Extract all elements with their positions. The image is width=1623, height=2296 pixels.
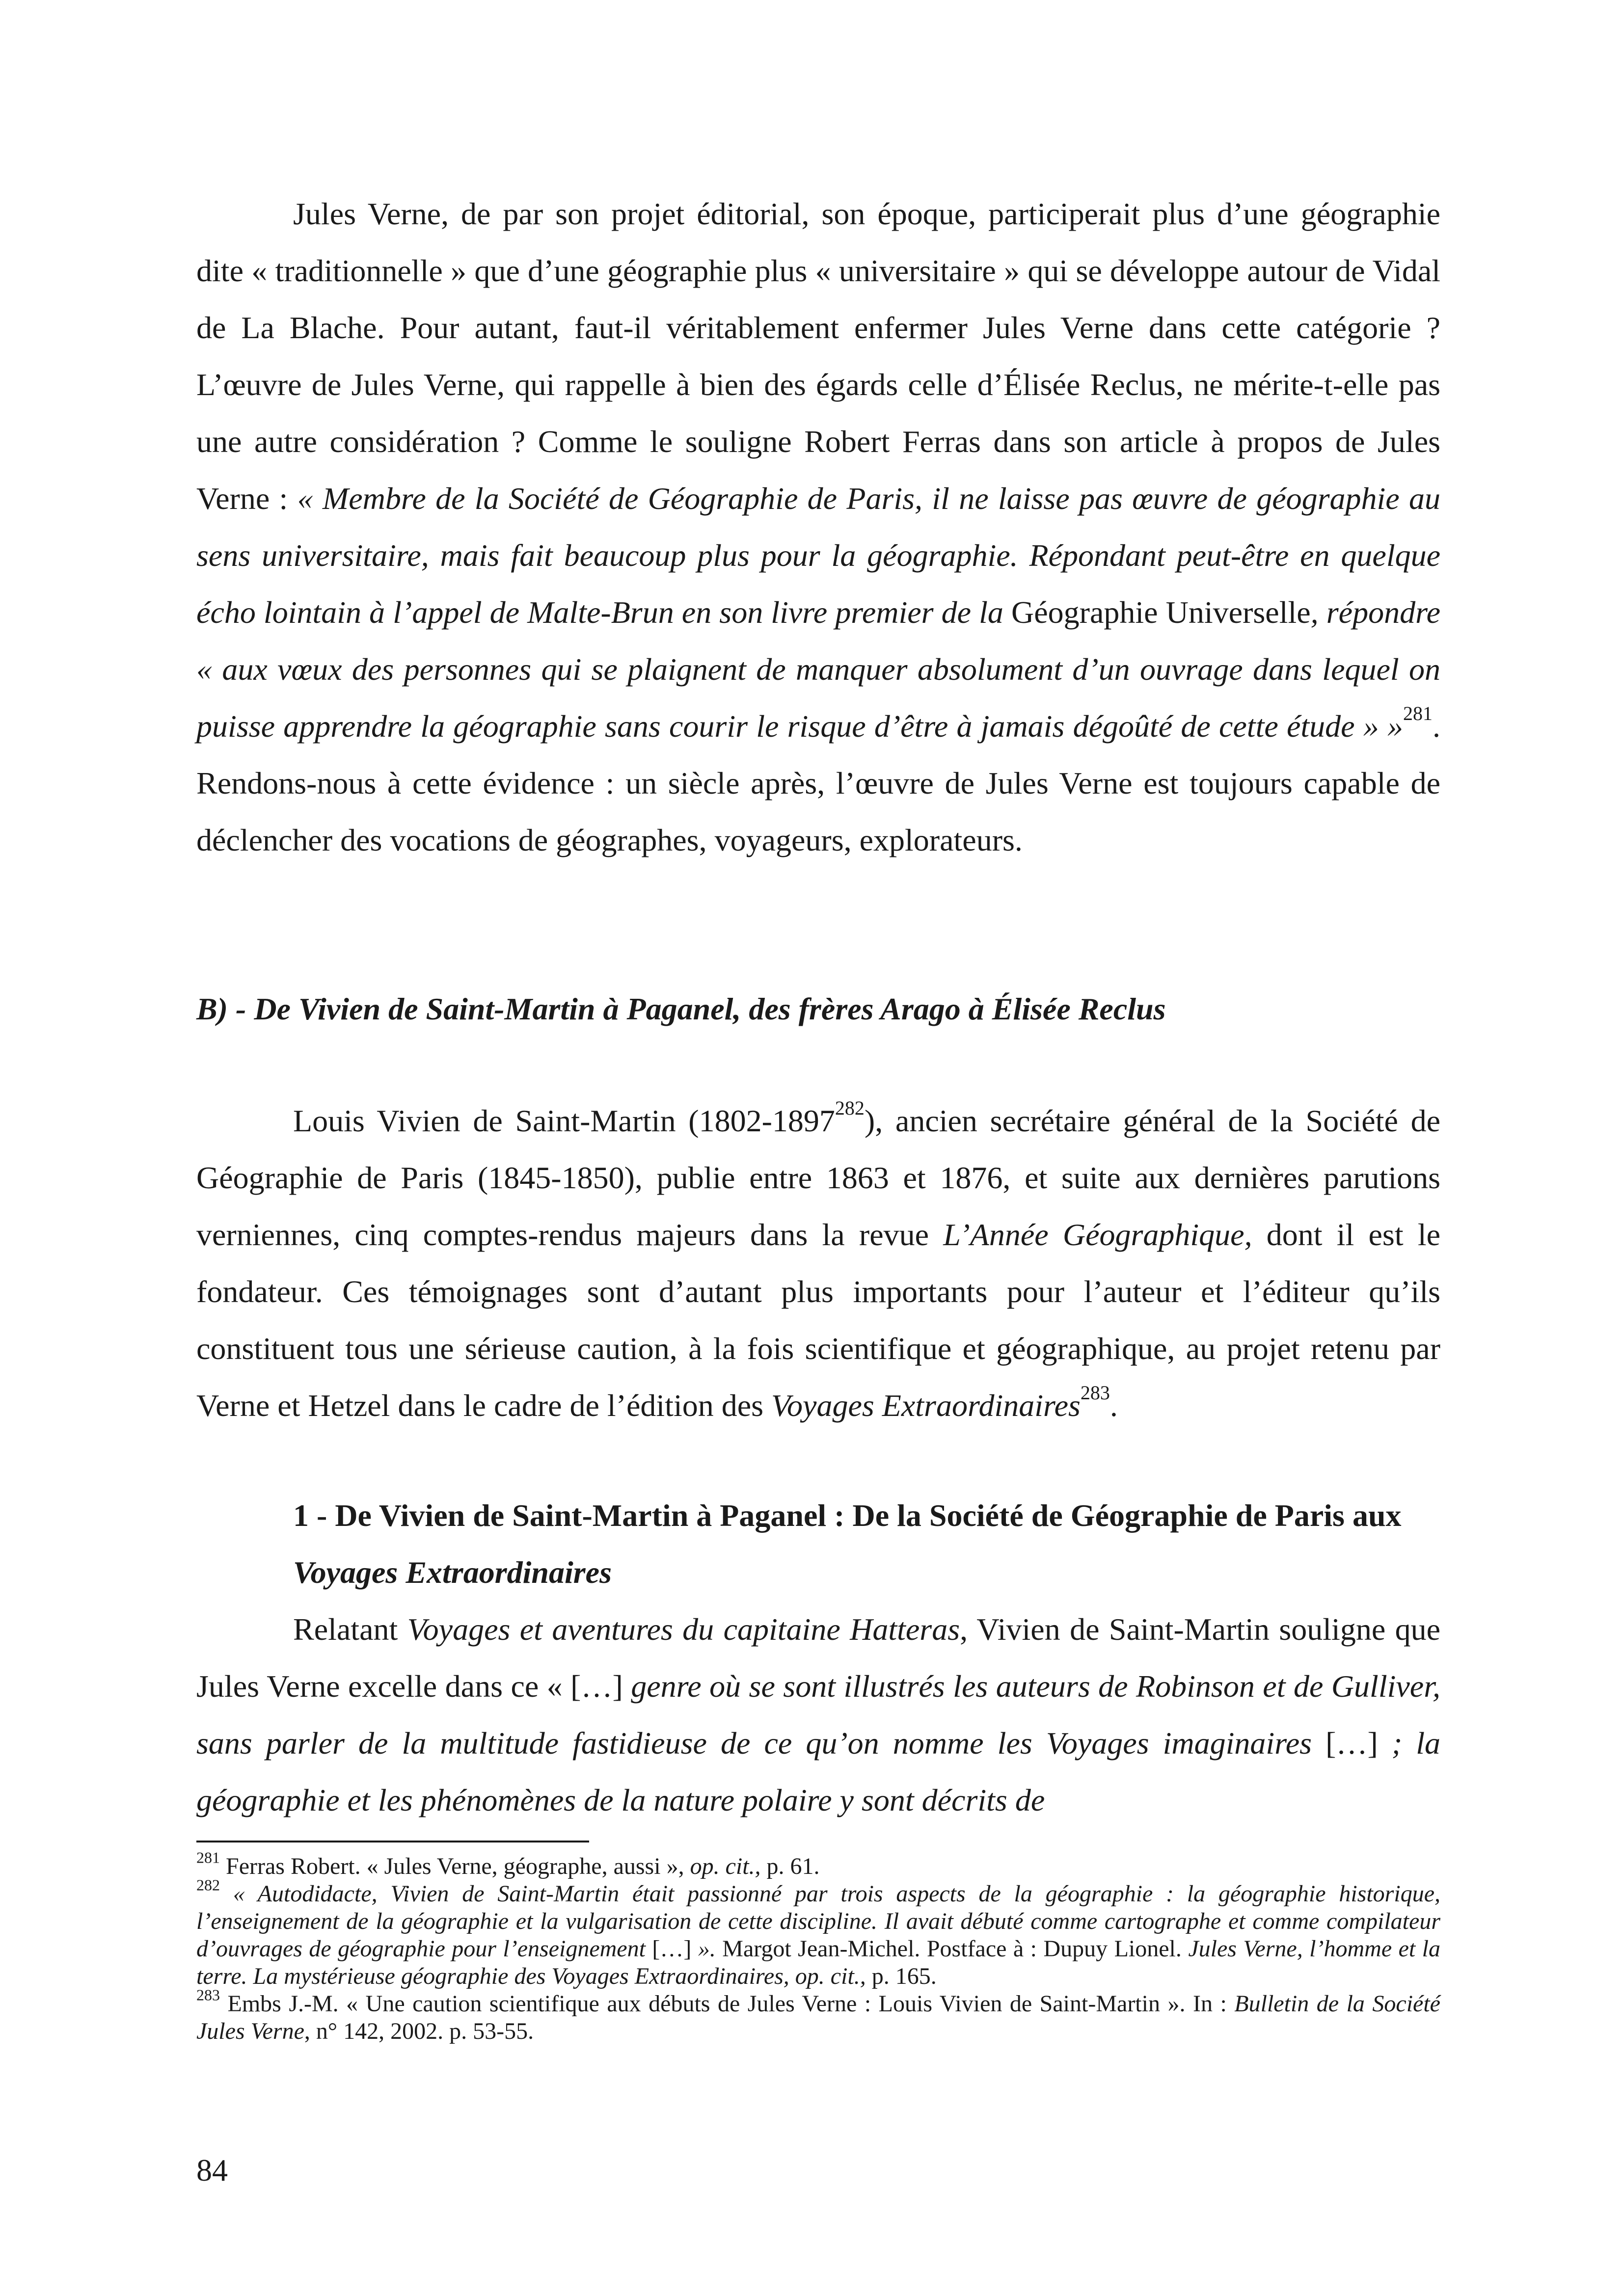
footnote-text: , n° 142, 2002. p. 53-55. <box>304 2018 534 2044</box>
footnote-number: 282 <box>196 1876 220 1894</box>
body-paragraph-3 <box>196 1601 1440 1829</box>
footnote-text: op. cit., <box>690 1853 761 1879</box>
footnote-text: ». <box>691 1936 716 1962</box>
footnote-text: Margot Jean-Michel. Postface à : Dupuy Lionel. <box>715 1936 1189 1962</box>
series-title-text: Voyages Extraordinaires <box>771 1388 1081 1423</box>
quotation-text: ; la géographie et les phénomènes de la nature polaire y sont décrits de <box>196 1726 1441 1817</box>
section-heading: B) - De Vivien de Saint-Martin à Paganel, des frères Arago à Élisée Reclus <box>196 991 1166 1026</box>
paragraph-text: . Rendons-nous à cette évidence : un siècle après, l’œuvre de Jules Verne est toujours capable de déclencher des vocations de géographes, voyageurs, explorateurs. <box>196 709 1440 857</box>
quotation-text: , répondre « aux vœux des personnes qui se plaignent de manquer absolument d’un ouvrage dans lequel on puisse apprendre la géographie sans courir le risque d’être à jamais dégoûté de cette étude » » <box>196 595 1441 744</box>
page-number: 84 <box>196 2153 228 2188</box>
paragraph-text: ), ancien secrétaire général de la Société de Géographie de Paris (1845-1850), publie entre 1863 et 1876, et suite aux dernières parutions verniennes, cinq comptes-rendus majeurs dans la revue <box>196 1103 1441 1252</box>
footnote-reference[interactable]: 283 <box>1080 1382 1110 1404</box>
footnote-text: « Autodidacte, Vivien de Saint-Martin était passionné par trois aspects de la géographie : la géographie historique, l’enseignement de la géographie et la vulgarisation de cette discipline. Il avait débuté comme cartographe et comme compilateur d’ouvrages de géographie pour l’enseignement <box>196 1881 1440 1962</box>
book-title-text: Voyages et aventures du capitaine Hatteras <box>407 1612 960 1647</box>
quotation-text: « Membre de la Société de Géographie de Paris, il ne laisse pas œuvre de géographie au sens universitaire, mais fait beaucoup plus pour la géographie. Répondant peut-être en quelque écho lointain à l’appel de Malte-Brun en son livre premier de la <box>196 481 1441 630</box>
footnote-text: p. 165. <box>866 1963 937 1989</box>
paragraph-text: dont il est le fondateur. Ces témoignages sont d’autant plus importants pour l’auteur et l’éditeur qu’ils constituent tous une sérieuse caution, à la fois scientifique et géographique, au projet retenu par Verne et Hetzel dans le cadre de l’édition des <box>196 1217 1441 1423</box>
paragraph-text: Relatant <box>293 1612 407 1647</box>
quotation-text: genre où se sont illustrés les auteurs de Robinson et de Gulliver, sans parler de la multitude fastidieuse de ce qu’on nomme les Voyages imaginaires <box>196 1669 1441 1761</box>
body-paragraph-1 <box>196 186 1440 869</box>
footnote-text: Bulletin de la Société Jules Verne <box>196 1991 1440 2044</box>
journal-title-text: L’Année Géographique, <box>943 1217 1252 1252</box>
footnote-text: […] <box>652 1936 692 1962</box>
subsection-heading <box>293 1487 1440 1601</box>
footnote-number: 283 <box>196 1986 220 2004</box>
paragraph-text: Louis Vivien de Saint-Martin (1802-1897 <box>293 1103 835 1138</box>
footnote-282 <box>196 1876 1441 1990</box>
heading-title-text: Voyages Extraordinaires <box>293 1555 612 1590</box>
footnote-separator <box>196 1841 589 1842</box>
paragraph-text: , Vivien de Saint-Martin souligne que Jules Verne excelle dans ce « […] <box>196 1612 1441 1704</box>
paragraph-text: Jules Verne, de par son projet éditorial, son époque, participerait plus d’une géographie dite « traditionnelle » que d’une géographie plus « universitaire » qui se développe autour de Vidal de La Blache. Pour autant, faut-il véritablement enfermer Jules Verne dans cette catégorie ? L’œuvre de Jules Verne, qui rappelle à bien des égards celle d’Élisée Reclus, ne mérite-t-elle pas une autre considération ? Comme le souligne Robert Ferras dans son article à propos de Jules Verne : <box>196 196 1440 516</box>
book-title-text: Géographie Universelle <box>1011 595 1311 630</box>
footnote-reference[interactable]: 281 <box>1403 702 1433 724</box>
footnote-283 <box>196 1986 1440 2045</box>
body-paragraph-2 <box>196 1093 1440 1434</box>
footnote-text: Ferras Robert. « Jules Verne, géographe, aussi », <box>220 1853 690 1879</box>
footnote-text: p. 61. <box>760 1853 820 1879</box>
footnote-text: Jules Verne, l’homme et la terre. La mystérieuse géographie des Voyages Extraordinaires, op. cit., <box>196 1936 1441 1989</box>
footnote-text: Embs J.-M. « Une caution scientifique aux débuts de Jules Verne : Louis Vivien de Saint-Martin ». In : <box>220 1991 1235 2017</box>
paragraph-text: […] <box>1312 1726 1392 1761</box>
footnote-number: 281 <box>196 1848 220 1867</box>
footnote-reference[interactable]: 282 <box>835 1097 865 1119</box>
footnote-281 <box>196 1848 1440 1880</box>
footnotes <box>196 1848 1441 2045</box>
paragraph-text: . <box>1109 1388 1118 1423</box>
heading-text: 1 - De Vivien de Saint-Martin à Paganel : De la Société de Géographie de Paris aux <box>293 1498 1402 1533</box>
